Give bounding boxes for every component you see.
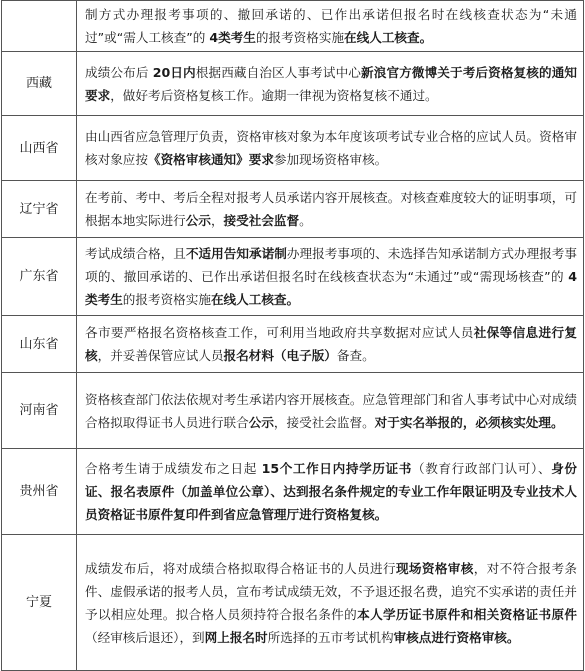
body-text: ，做好考后资格复核工作。逾期一律视为资格复核不通过。 <box>110 87 438 103</box>
body-text: 在考前、考中、考后全程对报考人员承诺内容开展核查。对核查难度较大的证明事项，可根据本地实际进行 <box>85 190 577 228</box>
body-text: 合格考生请于成绩发布之日起 <box>85 461 262 476</box>
body-text: 所选择的五市考试机构 <box>267 629 394 645</box>
province-cell: 贵州省 <box>2 449 77 535</box>
requirement-cell <box>77 181 584 238</box>
body-text: 制方式办理报考事项的、撤回承诺的、已作出承诺但报名时在线核查状态为“未通过”或“需人工核查”的 <box>85 7 577 45</box>
table-row <box>2 52 584 116</box>
province-cell: 山西省 <box>2 116 77 181</box>
emphasis-text: 身份证、报名表原件（加盖单位公章）、达到报名条件规定的专业工作年限证明及专业技术人员资格证书原件复印件到省应急管理厅进行资格复核。 <box>85 461 578 522</box>
body-text: ，并妥善保管应试人员 <box>97 348 224 363</box>
requirement-cell <box>77 238 584 316</box>
emphasis-text: 审核点进行资格审核。 <box>393 629 520 645</box>
body-text: 备查。 <box>336 348 375 363</box>
body-text: （教育行政部门认可）、 <box>412 461 552 476</box>
exam-review-table <box>1 0 584 671</box>
emphasis-text: 20日内 <box>152 64 196 80</box>
table-row <box>2 373 584 449</box>
emphasis-text: 在线人工核查。 <box>210 292 300 307</box>
body-text: ， <box>210 213 224 228</box>
emphasis-text: 接受社会监督 <box>223 213 300 228</box>
province-cell: 广东省 <box>2 238 77 316</box>
body-text: ，对不符合报考条件、虚假承诺的报考人员，宣布考试成绩无效，不予退还报名费，追究不实承诺的责任并予以相应处理。拟合格人员须持符合报名条件的 <box>85 560 578 622</box>
body-text: 由山西省应急管理厅负责，资格审核对象为本年度该项考试专业合格的应试人员。资格审核对象应按 <box>85 129 577 167</box>
table-body <box>2 1 584 671</box>
emphasis-text: 新浪官方微博关于考后资格复核的通知要求 <box>85 64 578 103</box>
body-text: 根据西藏自治区人事考试中心 <box>195 64 362 80</box>
body-text: ，接受社会监督。 <box>273 414 375 430</box>
emphasis-text: 公示 <box>248 414 274 430</box>
body-text: 成绩发布后，将对成绩合格拟取得合格证书的人员进行 <box>85 560 396 576</box>
requirement-cell <box>77 535 584 671</box>
requirement-cell <box>77 449 584 535</box>
province-cell <box>2 1 77 52</box>
emphasis-text: 网上报名时 <box>204 629 268 645</box>
requirement-cell <box>77 52 584 116</box>
province-cell: 山东省 <box>2 316 77 373</box>
table-row <box>2 181 584 238</box>
emphasis-text: 现场资格审核 <box>395 560 474 576</box>
table-row <box>2 238 584 316</box>
requirement-cell <box>77 1 584 52</box>
emphasis-text: 4类考生 <box>85 269 577 307</box>
body-text: 。 <box>299 213 312 228</box>
province-cell: 河南省 <box>2 373 77 449</box>
province-cell: 西藏 <box>2 52 77 116</box>
body-text: 资格核查部门依法依规对考生承诺内容开展核查。应急管理部门和省人事考试中心对成绩合格拟取得证书人员进行联合 <box>85 391 577 430</box>
emphasis-text: 15个工作日内持学历证书 <box>261 461 412 476</box>
requirement-cell <box>77 116 584 181</box>
emphasis-text: 不适用告知承诺制 <box>185 246 287 261</box>
body-text: 办理报考事项的、未选择告知承诺制方式办理报考事项的、撤回承诺的、已作出承诺但报名时在线核查状态为“未通过”或“需现场核查”的 <box>85 246 578 284</box>
province-cell: 辽宁省 <box>2 181 77 238</box>
emphasis-text: 社保等信息进行复核 <box>85 325 578 363</box>
requirement-cell <box>77 373 584 449</box>
emphasis-text: 报名材料（电子版） <box>223 348 337 363</box>
table-row <box>2 116 584 181</box>
table-row <box>2 535 584 671</box>
emphasis-text: 《资格审核通知》要求 <box>147 152 274 167</box>
emphasis-text: 4类考生 <box>209 30 256 45</box>
emphasis-text: 本人学历证书原件和相关资格证书原件 <box>357 606 578 622</box>
body-text: 参加现场资格审核。 <box>273 152 388 167</box>
body-text: （经审核后退还），到 <box>85 629 205 645</box>
requirement-cell <box>77 316 584 373</box>
table-row <box>2 449 584 535</box>
table-row <box>2 316 584 373</box>
body-text: 成绩公布后 <box>85 64 153 80</box>
province-cell: 宁夏 <box>2 535 77 671</box>
body-text: 各市要严格报名资格核查工作，可利用当地政府共享数据对应试人员 <box>85 325 474 340</box>
body-text: 的报考资格实施 <box>122 292 211 307</box>
table-row <box>2 1 584 52</box>
emphasis-text: 公示 <box>185 213 211 228</box>
emphasis-text: 对于实名举报的，必须核实处理。 <box>374 414 564 430</box>
emphasis-text: 在线人工核查。 <box>344 30 433 45</box>
body-text: 的报考资格实施 <box>255 30 345 45</box>
body-text: 考试成绩合格，且 <box>85 246 186 261</box>
